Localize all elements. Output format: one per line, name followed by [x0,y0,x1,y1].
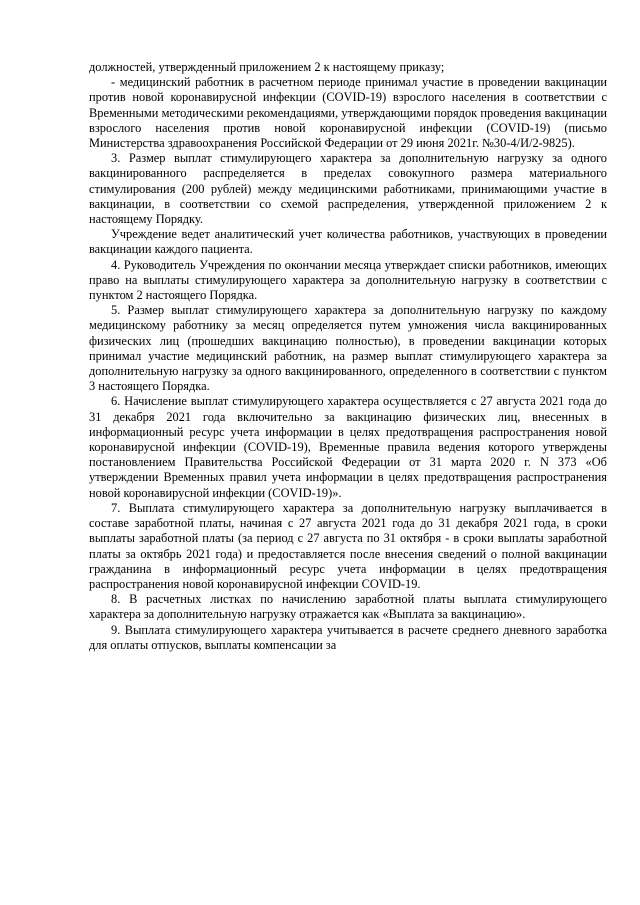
document-body [89,60,607,653]
paragraph: 4. Руководитель Учреждения по окончании месяца утверждает списки работников, имеющих право на выплаты стимулирующего характера за дополнительную нагрузку в соответствии с пунктом 2 настоящего Порядка. [89,257,607,303]
paragraph: - медицинский работник в расчетном периоде принимал участие в проведении вакцинации против новой коронавирусной инфекции (COVID-19) взрослого населения в соответствии с Временными методическими рекомендациями, утверждающими порядок проведения вакцинации взрослого населения против новой коронавирусной инфекции (COVID-19) (письмо Министерства здравоохранения Российской Федерации от 29 июня 2021г. №30-4/И/2-9825). [89,75,607,151]
paragraph: Учреждение ведет аналитический учет количества работников, участвующих в проведении вакцинации каждого пациента. [89,227,607,257]
paragraph: 6. Начисление выплат стимулирующего характера осуществляется с 27 августа 2021 года до 31 декабря 2021 года включительно за вакцинацию физических лиц, внесенных в информационный ресурс учета информации в целях предотвращения распространения новой коронавирусной инфекции (COVID-19), Временные правила ведения которого утверждены постановлением Правительства Российской Федерации от 31 марта 2020 г. N 373 «Об утверждении Временных правил учета информации в целях предотвращения распространения новой коронавирусной инфекции (COVID-19)». [89,394,607,500]
paragraph: 9. Выплата стимулирующего характера учитывается в расчете среднего дневного заработка для оплаты отпусков, выплаты компенсации за [89,622,607,652]
paragraph: должностей, утвержденный приложением 2 к настоящему приказу; [89,60,445,74]
paragraph: 3. Размер выплат стимулирующего характера за дополнительную нагрузку за одного вакцинированного распределяется в пределах совокупного размера материального стимулирования (200 рублей) между медицинскими работниками, принимающими участие в вакцинации, в соответствии со схемой распределения, утвержденной приложением 2 к настоящему Порядку. [89,151,607,227]
paragraph: 5. Размер выплат стимулирующего характера за дополнительную нагрузку по каждому медицинскому работнику за месяц определяется путем умножения числа вакцинированных физических лиц (прошедших вакцинацию полностью), в проведении вакцинации которых принимал участие медицинский работник, на размер выплат стимулирующего характера за дополнительную нагрузку за одного вакцинированного, определенного в соответствии с пунктом 3 настоящего Порядка. [89,303,607,394]
paragraph: 8. В расчетных листках по начислению заработной платы выплата стимулирующего характера за дополнительную нагрузку отражается как «Выплата за вакцинацию». [89,592,607,622]
paragraph: 7. Выплата стимулирующего характера за дополнительную нагрузку выплачивается в составе заработной платы, начиная с 27 августа 2021 года до 31 декабря 2021 года, в сроки выплаты заработной платы (за период с 27 августа по 31 октября - в сроки выплаты заработной платы за октябрь 2021 года) и предоставляется после внесения сведений о полной вакцинации гражданина в информационный ресурс учета информации в целях предотвращения распространения новой коронавирусной инфекции COVID-19. [89,500,607,591]
